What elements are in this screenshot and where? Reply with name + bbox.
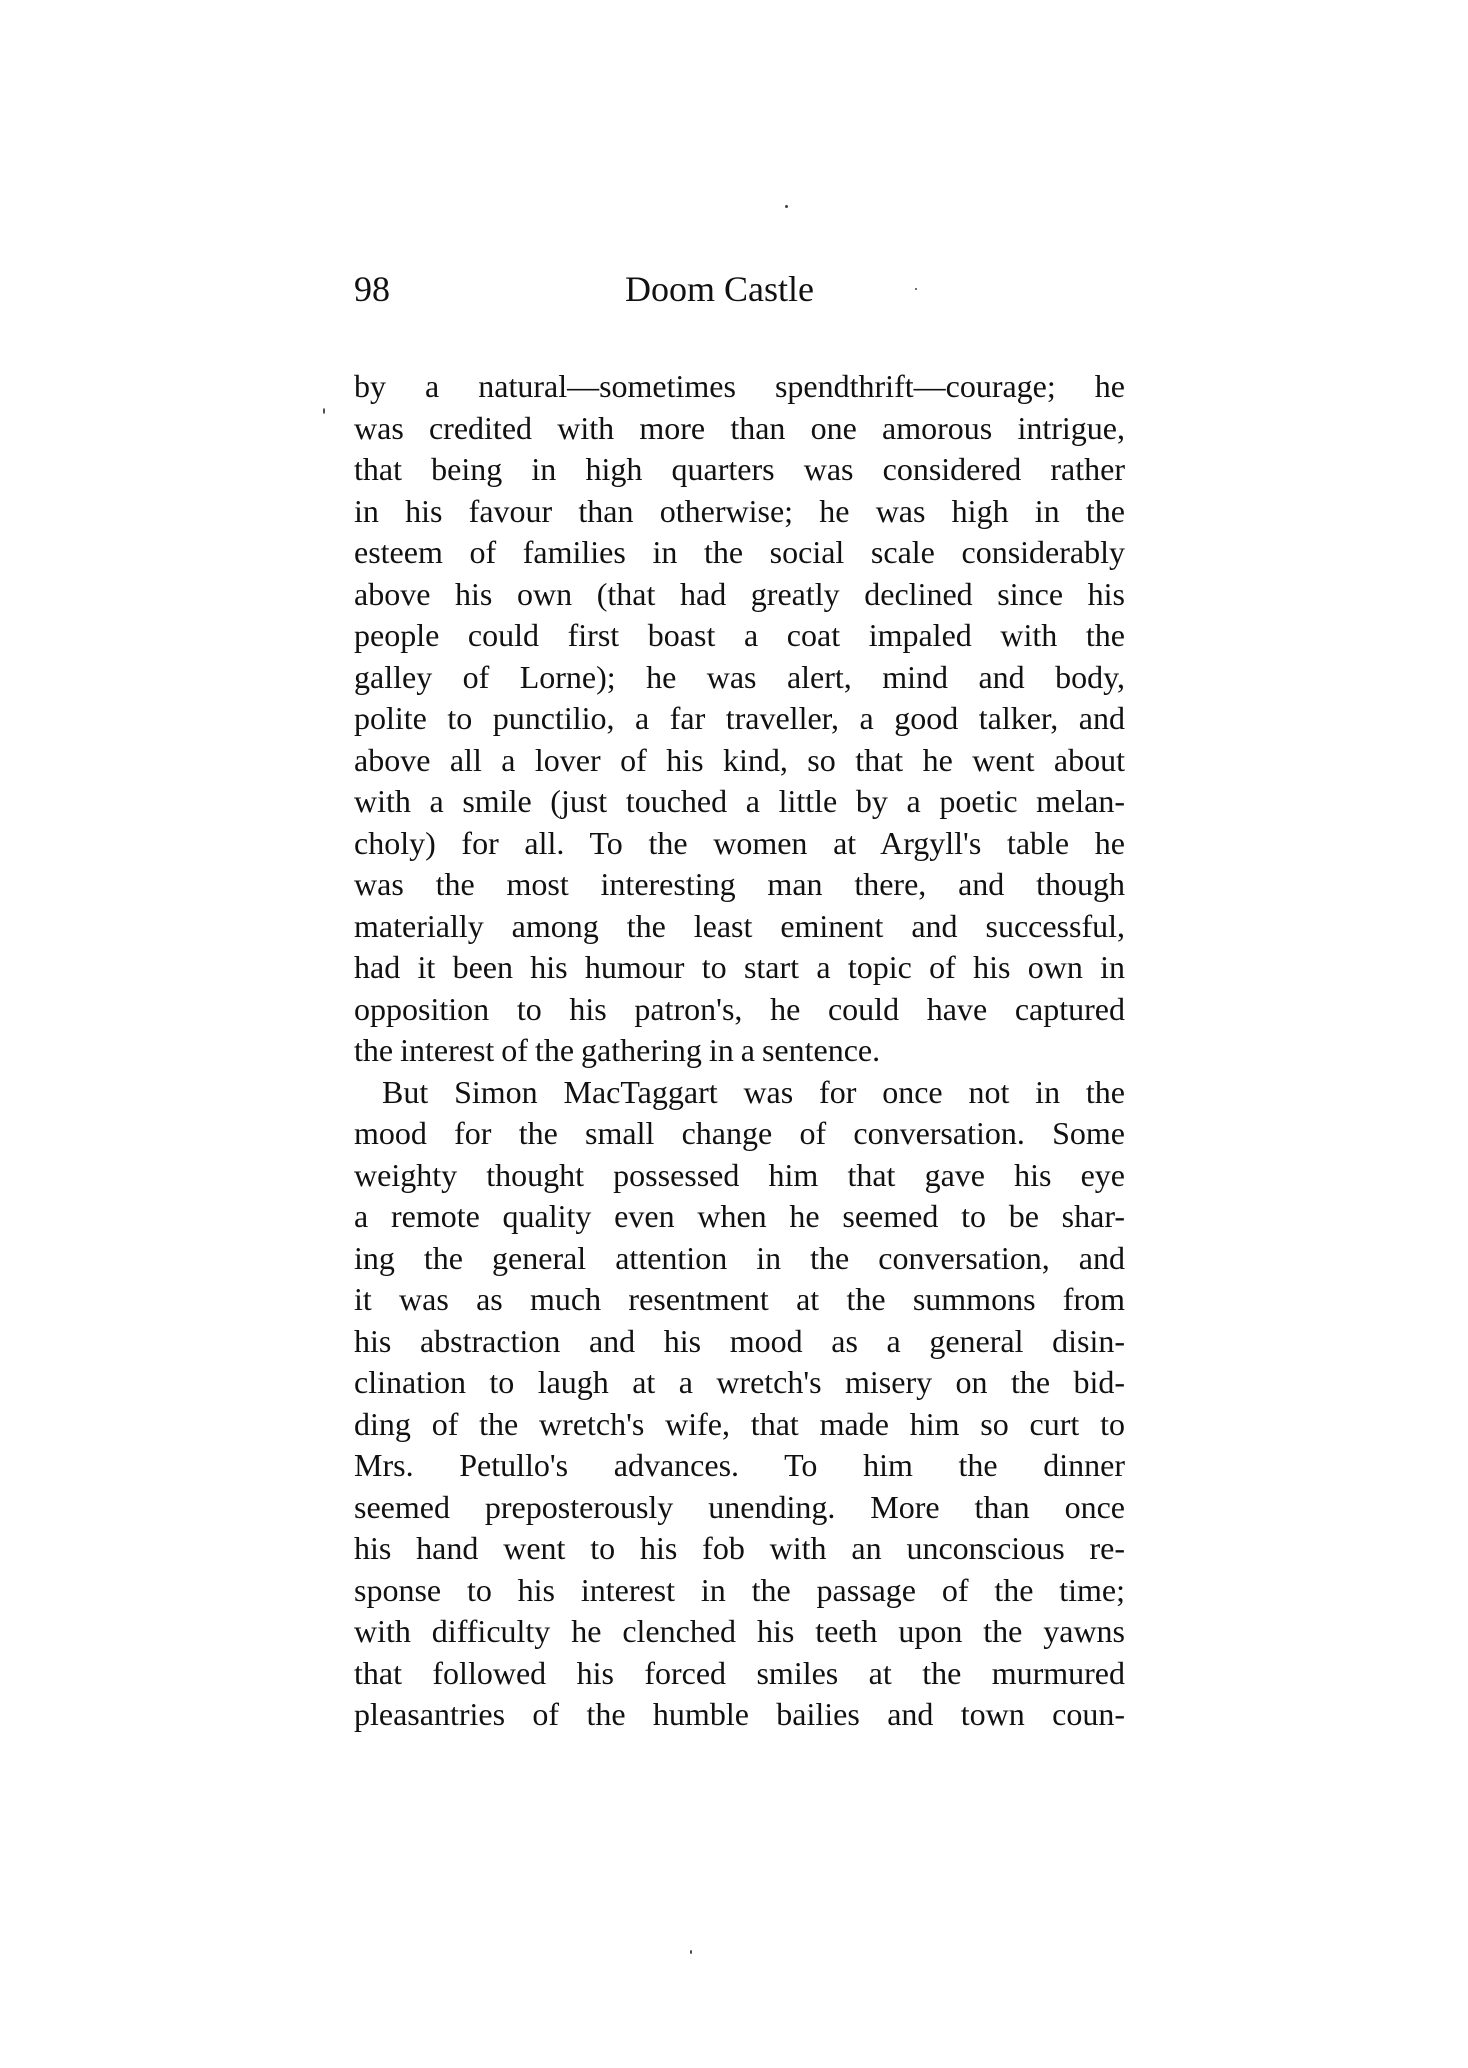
text-line: in his favour than otherwise; he was high in the — [354, 492, 1125, 529]
text-line: his hand went to his fob with an unconscious re- — [354, 1530, 1125, 1566]
text-line: the interest of the gathering in a sentence. — [354, 1032, 881, 1068]
text-line: esteem of families in the social scale considerably — [354, 534, 1125, 570]
paper-speck — [690, 1950, 692, 1954]
text-line: But Simon MacTaggart was for once not in the — [382, 1073, 1125, 1110]
text-line: opposition to his patron's, he could have captured — [354, 990, 1125, 1027]
text-line: choly) for all. To the women at Argyll's table he — [354, 824, 1125, 861]
text-line: had it been his humour to start a topic of his own in — [354, 949, 1125, 985]
text-line: mood for the small change of conversation. Some — [354, 1115, 1125, 1151]
text-line: that being in high quarters was considered rather — [354, 451, 1125, 487]
text-line: a remote quality even when he seemed to be shar- — [354, 1198, 1125, 1234]
paper-speck — [323, 408, 325, 414]
text-line: was credited with more than one amorous intrigue, — [354, 409, 1125, 446]
text-line: ing the general attention in the conversation, and — [354, 1239, 1125, 1276]
text-line: that followed his forced smiles at the murmured — [354, 1654, 1125, 1691]
paper-speck — [915, 288, 917, 290]
text-line: ding of the wretch's wife, that made him so curt to — [354, 1405, 1125, 1442]
paper-speck — [785, 205, 788, 208]
text-line: his abstraction and his mood as a general disin- — [354, 1322, 1125, 1359]
text-line: was the most interesting man there, and though — [354, 866, 1125, 902]
text-line: seemed preposterously unending. More than once — [354, 1488, 1125, 1525]
text-line: galley of Lorne); he was alert, mind and body, — [354, 658, 1125, 695]
text-line: materially among the least eminent and successful, — [354, 907, 1125, 944]
page-header — [354, 268, 1125, 312]
text-line: weighty thought possessed him that gave his eye — [354, 1156, 1125, 1193]
text-line: pleasantries of the humble bailies and town coun- — [354, 1696, 1125, 1732]
text-line: Mrs. Petullo's advances. To him the dinner — [354, 1447, 1125, 1483]
text-line: it was as much resentment at the summons from — [354, 1281, 1125, 1317]
text-line: clination to laugh at a wretch's misery on the bid- — [354, 1364, 1125, 1400]
running-title: Doom Castle — [625, 269, 814, 309]
page-number: 98 — [354, 269, 390, 309]
text-line: by a natural—sometimes spendthrift—courage; he — [354, 368, 1125, 404]
page-body-text — [354, 366, 1125, 1736]
text-line: with a smile (just touched a little by a poetic melan- — [354, 783, 1125, 819]
text-line: people could first boast a coat impaled with the — [354, 617, 1125, 653]
text-line: sponse to his interest in the passage of the time; — [354, 1571, 1125, 1608]
text-line: above his own (that had greatly declined since his — [354, 575, 1125, 612]
text-line: with difficulty he clenched his teeth upon the yawns — [354, 1613, 1125, 1649]
text-line: polite to punctilio, a far traveller, a good talker, and — [354, 700, 1125, 736]
text-line: above all a lover of his kind, so that he went about — [354, 741, 1125, 778]
